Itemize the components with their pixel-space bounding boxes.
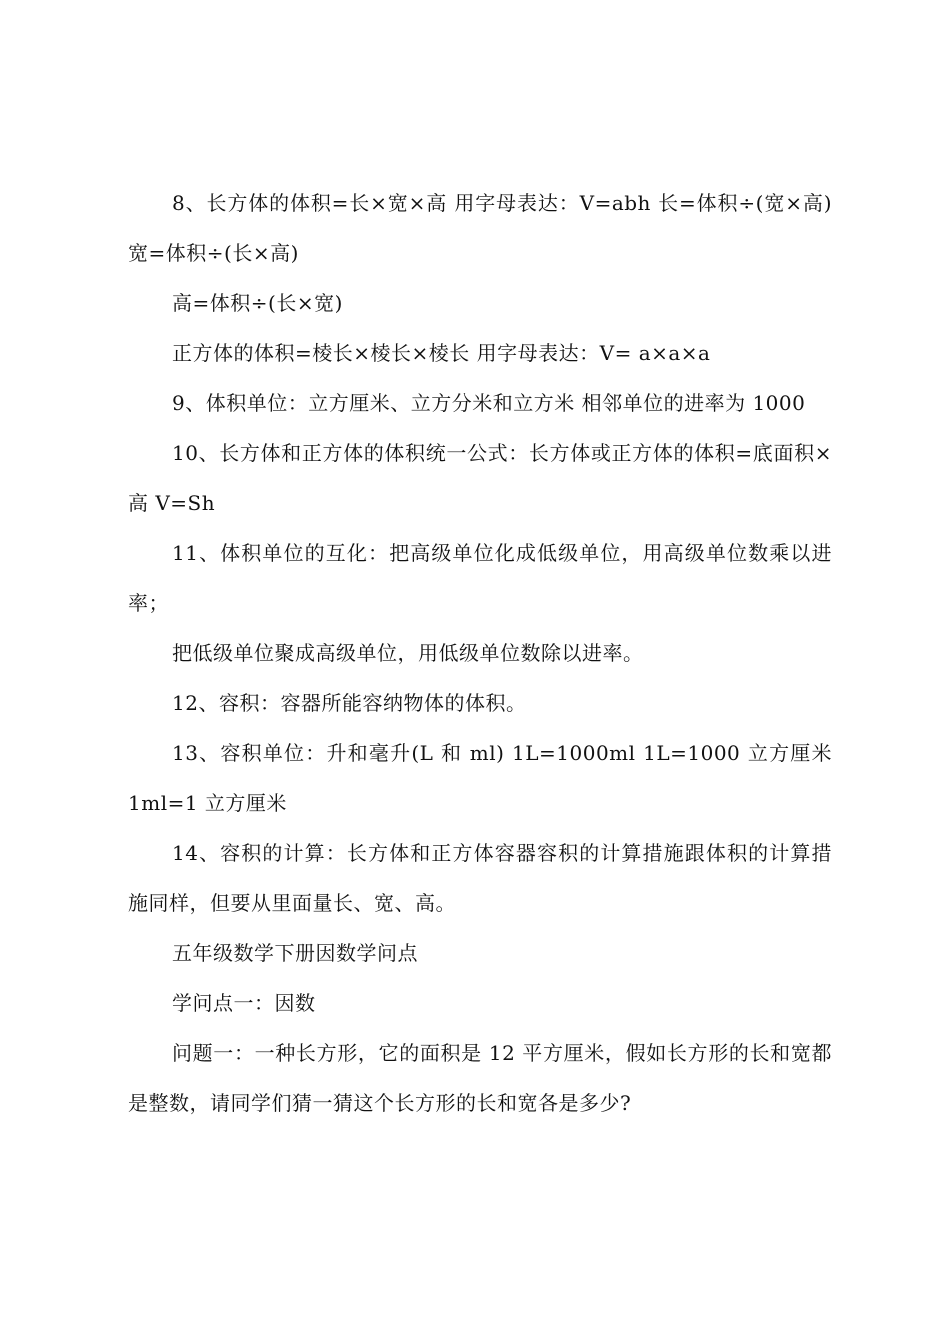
paragraph-unified-formula: 10、长方体和正方体的体积统一公式：长方体或正方体的体积=底面积×高 V=Sh	[128, 441, 832, 515]
paragraph-height-formula: 高=体积÷(长×宽)	[172, 291, 343, 315]
paragraph-volume-units: 9、体积单位：立方厘米、立方分米和立方米 相邻单位的进率为 1000	[172, 391, 806, 415]
paragraph-unit-conversion: 11、体积单位的互化：把高级单位化成低级单位，用高级单位数乘以进率；	[128, 541, 832, 615]
paragraph-question-one: 问题一：一种长方形，它的面积是 12 平方厘米，假如长方形的长和宽都是整数，请同学们猜一猜这个长方形的长和宽各是多少?	[128, 1041, 832, 1115]
paragraph-capacity-units: 13、容积单位：升和毫升(L 和 ml) 1L=1000ml 1L=1000 立方厘米 1ml=1 立方厘米	[128, 741, 832, 815]
subheading-knowledge-point-one: 学问点一：因数	[172, 991, 316, 1015]
paragraph-capacity-calculation: 14、容积的计算：长方体和正方体容器容积的计算措施跟体积的计算措施同样，但要从里面量长、宽、高。	[128, 841, 832, 915]
paragraph-capacity: 12、容积：容器所能容纳物体的体积。	[172, 691, 527, 715]
paragraph-unit-conversion-reverse: 把低级单位聚成高级单位，用低级单位数除以进率。	[172, 641, 644, 665]
document-body	[128, 178, 832, 1128]
paragraph-cube-volume: 正方体的体积=棱长×棱长×棱长 用字母表达：V= a×a×a	[172, 341, 711, 365]
paragraph-cuboid-volume: 8、长方体的体积=长×宽×高 用字母表达：V=abh 长=体积÷(宽×高) 宽=体积÷(长×高)	[128, 191, 832, 265]
section-heading-factors: 五年级数学下册因数学问点	[172, 941, 418, 965]
